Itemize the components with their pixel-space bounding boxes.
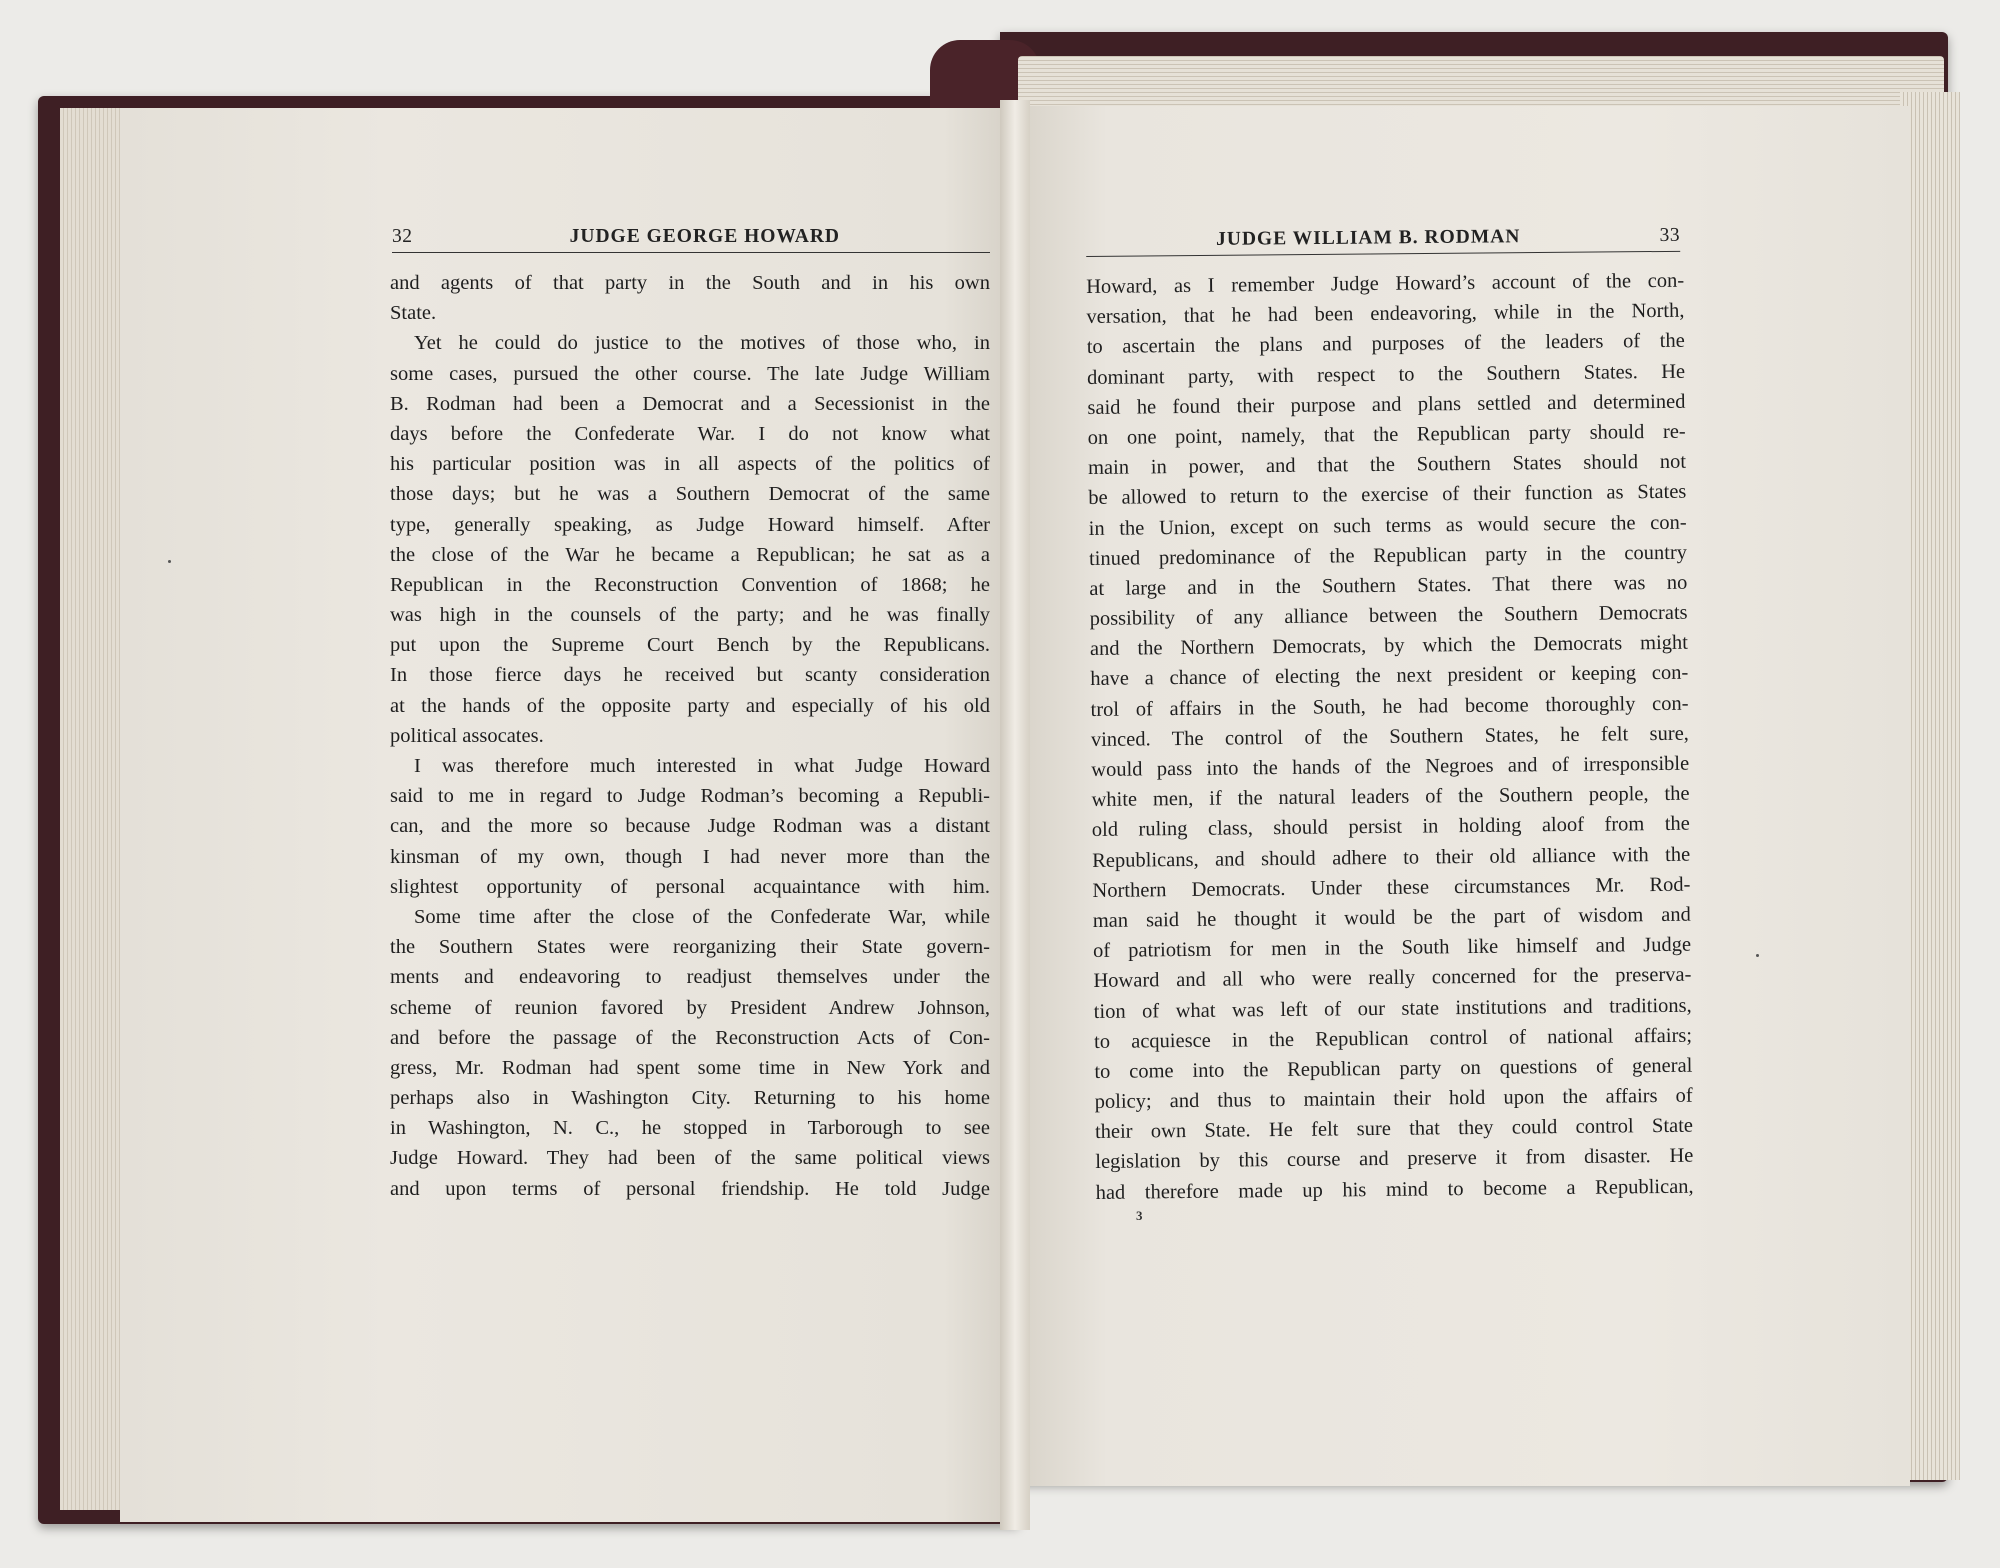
signature-mark: 3 (1136, 1208, 1143, 1223)
text-line: Yet he could do justice to the motives of those who, in (414, 332, 990, 355)
text-line: said to me in regard to Judge Rodman’s becoming a Republi- (390, 785, 990, 808)
text-line: slightest opportunity of personal acquaintance with him. (390, 875, 990, 898)
text-line: gress, Mr. Rodman had spent some time in New York and (390, 1056, 990, 1079)
left-page-header (392, 226, 990, 253)
text-line: white men, if the natural leaders of the Southern people, the (1091, 782, 1690, 812)
text-line: and before the passage of the Reconstruction Acts of Con- (390, 1026, 990, 1049)
running-head-right: JUDGE WILLIAM B. RODMAN (1215, 226, 1521, 250)
text-line: type, generally speaking, as Judge Howard himself. After (390, 513, 990, 536)
text-line: versation, that he had been endeavoring, while in the North, (1086, 299, 1685, 329)
text-line: legislation by this course and preserve it from disaster. He (1095, 1145, 1694, 1174)
paper-speck (168, 560, 171, 563)
page-number-left: 32 (392, 226, 413, 247)
gutter (1000, 100, 1030, 1530)
text-line: in Washington, N. C., he stopped in Tarborough to see (390, 1117, 990, 1140)
text-line: to ascertain the plans and purposes of the leaders of the (1086, 330, 1685, 359)
text-line: be allowed to return to the exercise of their function as States (1088, 481, 1687, 510)
text-line: can, and the more so because Judge Rodman was a distant (390, 815, 990, 838)
text-line: tinued predominance of the Republican party in the country (1088, 541, 1688, 570)
text-line: Howard, as I remember Judge Howard’s account of the con- (1086, 269, 1685, 298)
text-line: to acquiesce in the Republican control of national affairs; (1093, 1024, 1693, 1053)
text-line: days before the Confederate War. I do not know what (390, 422, 990, 445)
page-number-right: 33 (1659, 224, 1681, 246)
text-line: his particular position was in all aspects of the politics of (390, 453, 990, 476)
text-line: trol of affairs in the South, he had become thoroughly con- (1090, 692, 1689, 721)
text-line: some cases, pursued the other course. The late Judge William (390, 362, 990, 385)
text-line: main in power, and that the Southern States should not (1087, 450, 1687, 480)
text-line: Howard and all who were really concerned for the preserva- (1093, 964, 1692, 993)
text-line: scheme of reunion favored by President Andrew Johnson, (390, 996, 990, 1019)
running-head-left: JUDGE GEORGE HOWARD (569, 226, 840, 247)
text-line: ments and endeavoring to readjust themselves under the (390, 966, 990, 989)
text-line: and upon terms of personal friendship. He told Judge (390, 1177, 990, 1200)
text-line: of patriotism for men in the South like himself and Judge (1092, 933, 1692, 963)
text-line: on one point, namely, that the Republican party should re- (1087, 420, 1686, 449)
text-line: the Southern States were reorganizing their State govern- (390, 936, 990, 959)
text-line: perhaps also in Washington City. Returning to his home (390, 1087, 990, 1110)
text-line: and agents of that party in the South and in his own (390, 272, 990, 294)
page-block-top-edge (1018, 56, 1944, 112)
text-line: Some time after the close of the Confederate War, while (414, 905, 990, 928)
text-line: tion of what was left of our state institutions and traditions, (1093, 994, 1692, 1023)
text-line: at the hands of the opposite party and especially of his old (390, 694, 990, 717)
text-line: have a chance of electing the next president or keeping con- (1090, 662, 1689, 691)
text-line: possibility of any alliance between the Southern Democrats (1089, 601, 1688, 631)
text-line: Republicans, and should adhere to their old alliance with the (1092, 843, 1691, 872)
left-page-text (390, 268, 990, 1204)
text-line: kinsman of my own, though I had never more than the (390, 845, 990, 868)
text-line: said he found their purpose and plans settled and determined (1087, 390, 1686, 419)
text-line: policy; and thus to maintain their hold upon the affairs of (1094, 1084, 1693, 1114)
text-line: political assocates. (390, 724, 544, 747)
text-line: Judge Howard. They had been of the same political views (390, 1147, 990, 1170)
text-line: put upon the Supreme Court Bench by the Republicans. (390, 634, 990, 657)
text-line: vinced. The control of the Southern States, he felt sure, (1090, 722, 1689, 751)
right-page-text (1086, 266, 1694, 1208)
text-line: was high in the counsels of the party; and he was finally (390, 604, 990, 627)
text-line: dominant party, with respect to the Southern States. He (1086, 360, 1686, 389)
text-line: to come into the Republican party on questions of general (1094, 1054, 1693, 1083)
paper-speck (1756, 954, 1759, 957)
text-line: B. Rodman had been a Democrat and a Secessionist in the (390, 392, 990, 415)
text-line: Republican in the Reconstruction Convention of 1868; he (390, 573, 990, 596)
text-line: the close of the War he became a Republican; he sat as a (390, 543, 990, 566)
text-line: would pass into the hands of the Negroes and of irresponsible (1091, 752, 1690, 781)
text-line: Northern Democrats. Under these circumstances Mr. Rod- (1092, 873, 1691, 902)
text-line: those days; but he was a Southern Democrat of the same (390, 483, 990, 506)
text-line: I was therefore much interested in what Judge Howard (414, 755, 990, 777)
text-line: old ruling class, should persist in holding aloof from the (1091, 813, 1690, 842)
text-line: and the Northern Democrats, by which the Democrats might (1089, 631, 1689, 661)
text-line: State. (390, 302, 437, 325)
text-line: In those fierce days he received but scanty consideration (390, 664, 990, 687)
text-line: their own State. He felt sure that they could control State (1094, 1114, 1694, 1144)
right-page-header (1086, 225, 1680, 257)
text-line: had therefore made up his mind to become a Republican, (1095, 1175, 1694, 1204)
text-line: man said he thought it would be the part of wisdom and (1092, 903, 1691, 932)
text-line: at large and in the Southern States. That there was no (1089, 571, 1688, 600)
text-line: in the Union, except on such terms as would secure the con- (1088, 511, 1687, 540)
